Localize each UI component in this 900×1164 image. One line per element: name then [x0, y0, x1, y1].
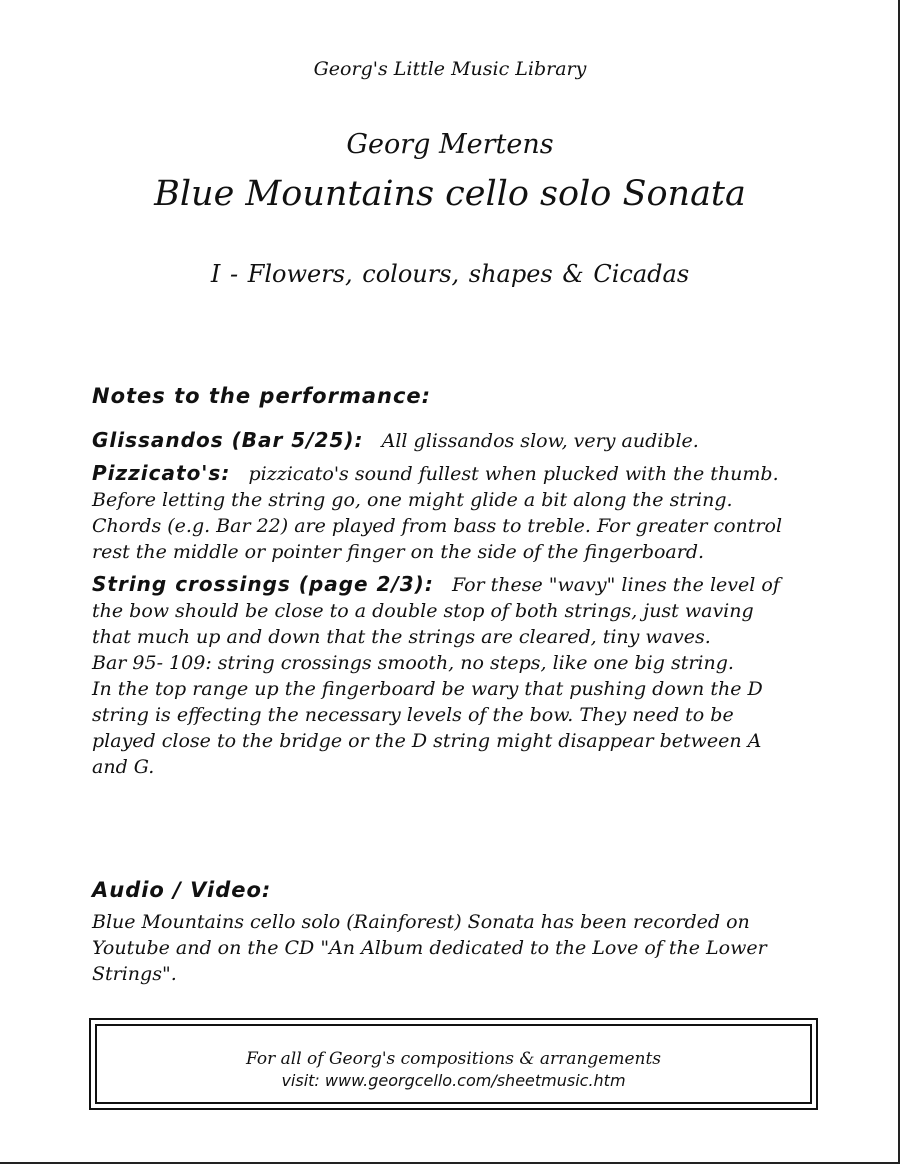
- string-crossings-line: string is effecting the necessary levels of the bow. They need to be: [92, 704, 734, 726]
- string-crossings-line: In the top range up the fingerboard be wary that pushing down the D: [92, 678, 763, 700]
- footer-box-inner-border: [95, 1024, 812, 1104]
- footer-box: [89, 1018, 818, 1110]
- string-crossings-line: that much up and down that the strings are cleared, tiny waves.: [92, 626, 711, 648]
- glissandos-text: All glissandos slow, very audible.: [381, 430, 699, 452]
- audio-video-section: [92, 877, 822, 987]
- notes-heading: Notes to the performance:: [92, 384, 432, 408]
- audio-line: Blue Mountains cello solo (Rainforest) Sonata has been recorded on: [92, 911, 750, 933]
- string-crossings-label: String crossings (page 2/3):: [92, 572, 434, 596]
- footer-text: [97, 1048, 810, 1092]
- audio-line: Youtube and on the CD "An Album dedicated to the Love of the Lower: [92, 937, 767, 959]
- footer-link-url[interactable]: visit: www.georgcello.com/sheetmusic.htm: [281, 1071, 626, 1090]
- performance-notes: [92, 383, 822, 780]
- audio-text: [92, 909, 822, 987]
- movement-title: I - Flowers, colours, shapes & Cicadas: [210, 260, 690, 288]
- pizzicato-line: pizzicato's sound fullest when plucked with the thumb.: [248, 463, 779, 485]
- glissandos-note: [92, 427, 822, 454]
- pizzicato-line: Chords (e.g. Bar 22) are played from bass to treble. For greater control: [92, 515, 783, 537]
- composer-name: Georg Mertens: [346, 129, 554, 160]
- string-crossings-line: Bar 95- 109: string crossings smooth, no steps, like one big string.: [92, 652, 734, 674]
- pizzicato-label: Pizzicato's:: [92, 461, 231, 485]
- pizzicato-note: [92, 460, 822, 565]
- string-crossings-line: and G.: [92, 756, 155, 778]
- glissandos-label: Glissandos (Bar 5/25):: [92, 428, 364, 452]
- footer-line-compositions: For all of Georg's compositions & arrangements: [245, 1049, 662, 1069]
- piece-title: Blue Mountains cello solo Sonata: [154, 174, 746, 214]
- string-crossings-line: For these "wavy" lines the level of: [451, 574, 780, 596]
- string-crossings-note: [92, 571, 822, 780]
- library-name: Georg's Little Music Library: [313, 58, 587, 80]
- audio-line: Strings".: [92, 963, 177, 985]
- audio-heading: Audio / Video:: [92, 878, 272, 902]
- string-crossings-line: played close to the bridge or the D string might disappear between A: [92, 730, 762, 752]
- pizzicato-line: Before letting the string go, one might glide a bit along the string.: [92, 489, 733, 511]
- pizzicato-line: rest the middle or pointer finger on the side of the fingerboard.: [92, 541, 705, 563]
- string-crossings-line: the bow should be close to a double stop of both strings, just waving: [92, 600, 754, 622]
